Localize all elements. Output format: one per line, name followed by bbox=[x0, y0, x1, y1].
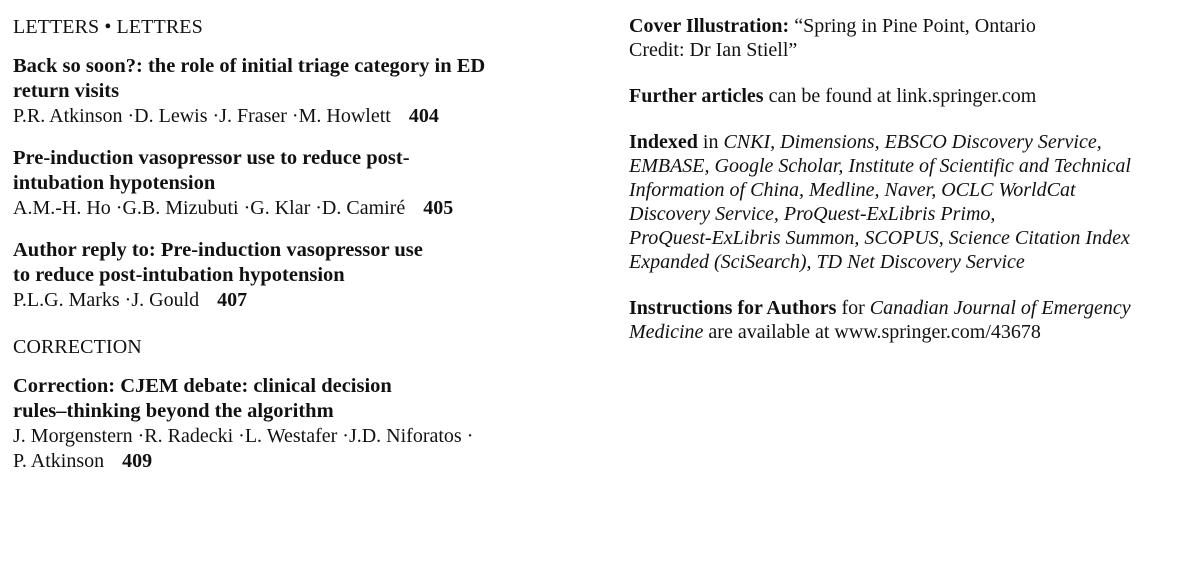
page-number: 409 bbox=[122, 450, 153, 472]
author: J. Gould bbox=[131, 289, 200, 311]
instructions-label: Instructions for Authors bbox=[629, 297, 837, 319]
article-title-line: Author reply to: Pre-induction vasopressor use bbox=[13, 239, 423, 261]
article-title-line: Pre-induction vasopressor use to reduce post- bbox=[13, 147, 410, 169]
page-number: 407 bbox=[217, 289, 248, 311]
table-of-contents-left bbox=[13, 14, 603, 474]
indexed-services: ProQuest-ExLibris Summon, SCOPUS, Science Citation Index bbox=[629, 227, 1130, 249]
article-entry-2 bbox=[13, 146, 603, 221]
author: A.M.-H. Ho bbox=[13, 197, 111, 219]
further-articles-note bbox=[629, 84, 1189, 108]
article-title-line: intubation hypotension bbox=[13, 172, 216, 194]
indexed-services: CNKI, Dimensions, EBSCO Discovery Service, bbox=[723, 131, 1102, 153]
indexed-note bbox=[629, 130, 1189, 274]
journal-info-right bbox=[629, 14, 1189, 344]
author: P.L.G. Marks bbox=[13, 289, 120, 311]
author: P. Atkinson bbox=[13, 450, 105, 472]
article-title[interactable] bbox=[13, 238, 603, 288]
journal-name: Canadian Journal of Emergency bbox=[869, 297, 1131, 319]
article-entry-3 bbox=[13, 238, 603, 313]
section-heading-correction: CORRECTION bbox=[13, 336, 142, 358]
author: J.D. Niforatos bbox=[348, 425, 462, 447]
article-entry-1 bbox=[13, 54, 603, 129]
further-label: Further articles bbox=[629, 85, 764, 107]
article-title[interactable] bbox=[13, 54, 603, 104]
author: M. Howlett bbox=[298, 105, 391, 127]
indexed-services: EMBASE, Google Scholar, Institute of Scientific and Technical bbox=[629, 155, 1131, 177]
article-title-line: to reduce post-intubation hypotension bbox=[13, 264, 345, 286]
author: R. Radecki bbox=[144, 425, 234, 447]
article-title-line: rules–thinking beyond the algorithm bbox=[13, 400, 334, 422]
indexed-services: Expanded (SciSearch), TD Net Discovery Service bbox=[629, 251, 1025, 273]
cover-illustration-note bbox=[629, 14, 1189, 62]
journal-name: Medicine bbox=[629, 321, 704, 343]
cover-text: “Spring in Pine Point, Ontario bbox=[794, 15, 1036, 37]
section-heading-letters: LETTERS • LETTRES bbox=[13, 16, 203, 38]
article-title-line: Back so soon?: the role of initial triage category in ED bbox=[13, 55, 486, 77]
article-title-line: return visits bbox=[13, 80, 120, 102]
page-number: 405 bbox=[423, 197, 454, 219]
article-authors bbox=[13, 424, 603, 474]
article-authors bbox=[13, 104, 603, 129]
author: J. Morgenstern bbox=[13, 425, 133, 447]
instructions-url-text[interactable]: are available at www.springer.com/43678 bbox=[708, 321, 1041, 343]
article-authors bbox=[13, 196, 603, 221]
article-authors bbox=[13, 288, 603, 313]
cover-credit: Credit: Dr Ian Stiell” bbox=[629, 39, 798, 61]
indexed-in: in bbox=[702, 131, 719, 153]
indexed-services: Discovery Service, ProQuest-ExLibris Primo, bbox=[629, 203, 996, 225]
author: J. Fraser bbox=[219, 105, 287, 127]
author: L. Westafer bbox=[244, 425, 338, 447]
author: G.B. Mizubuti bbox=[122, 197, 239, 219]
author: G. Klar bbox=[250, 197, 311, 219]
indexed-services: Information of China, Medline, Naver, OCLC WorldCat bbox=[629, 179, 1076, 201]
author: P.R. Atkinson bbox=[13, 105, 123, 127]
author: D. Lewis bbox=[134, 105, 208, 127]
instructions-note bbox=[629, 296, 1189, 344]
indexed-label: Indexed bbox=[629, 131, 698, 153]
page-number: 404 bbox=[408, 105, 439, 127]
instructions-for: for bbox=[841, 297, 865, 319]
article-title[interactable] bbox=[13, 374, 603, 424]
article-title-line: Correction: CJEM debate: clinical decision bbox=[13, 375, 392, 397]
author: D. Camiré bbox=[321, 197, 406, 219]
article-title[interactable] bbox=[13, 146, 603, 196]
further-text: can be found at link.springer.com bbox=[768, 85, 1037, 107]
cover-label: Cover Illustration: bbox=[629, 15, 790, 37]
correction-entry bbox=[13, 374, 603, 474]
